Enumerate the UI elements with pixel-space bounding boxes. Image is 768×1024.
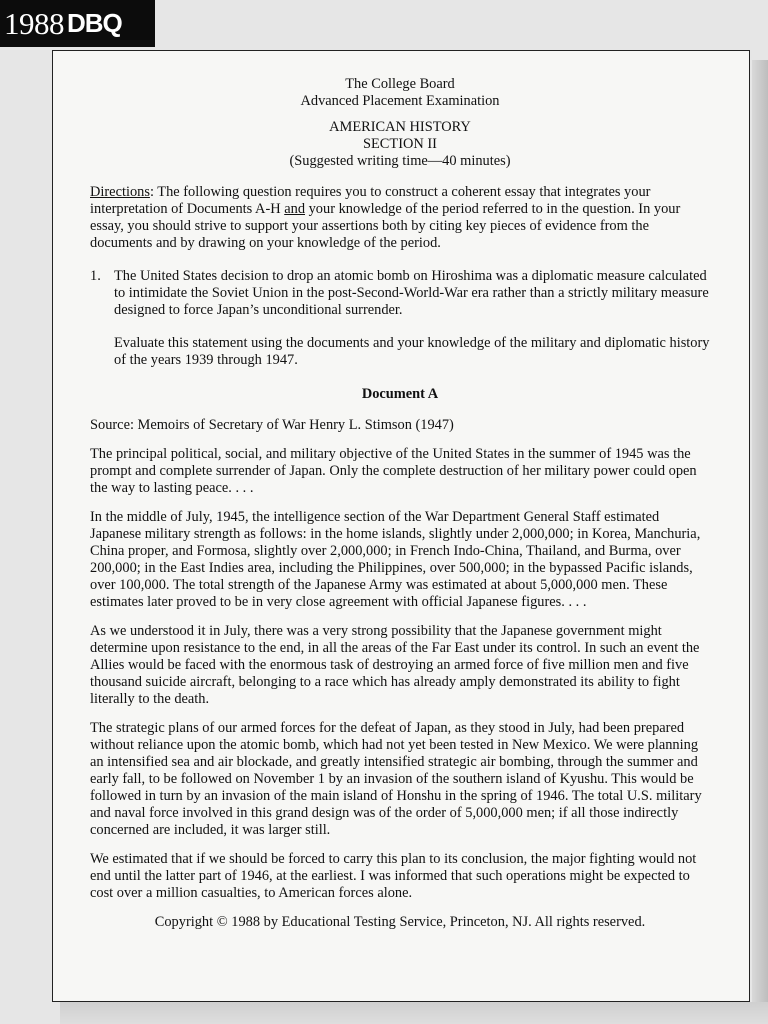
document-source: Source: Memoirs of Secretary of War Henry L. Stimson (1947): [90, 417, 454, 433]
exam-header: [90, 76, 710, 170]
header-exam: Advanced Placement Examination: [300, 93, 500, 109]
header-section: SECTION II: [363, 136, 437, 152]
question-number: 1.: [90, 268, 101, 284]
document-paragraph: The strategic plans of our armed forces for the defeat of Japan, as they stood in July, had been prepared without reliance upon the atomic bomb, which had not yet been tested in New Mexico. We were planning an intensified sea and air blockade, and greatly intensified strategic air bombing, through the summer and early fall, to be followed on November 1 by an invasion of the southern island of Kyushu. This would be followed in turn by an invasion of the main island of Honshu in the spring of 1946. The total U.S. military and naval force involved in this grand design was of the order of 5,000,000 men; if all those indirectly concerned are included, it was larger still.: [90, 720, 702, 838]
question-text: The United States decision to drop an atomic bomb on Hiroshima was a diplomatic measure calculated to intimidate the Soviet Union in the post-Second-World-War era rather than a strictly military measure designed to force Japan’s unconditional surrender.: [114, 268, 709, 318]
page-content: [90, 76, 710, 931]
badge-label: DBQ: [67, 8, 122, 38]
directions-label: Directions: [90, 184, 150, 200]
header-subject: AMERICAN HISTORY: [329, 119, 471, 135]
page-shadow: [752, 60, 768, 1010]
document-paragraph: As we understood it in July, there was a very strong possibility that the Japanese government might determine upon resistance to the end, in all the areas of the Far East under its control. In such an event the Allies would be faced with the enormous task of destroying an armed force of five million men and five thousand suicide aircraft, belonging to a race which has already amply demonstrated its ability to fight literally to the death.: [90, 623, 700, 707]
document-paragraph: We estimated that if we should be forced to carry this plan to its conclusion, the major fighting would not end until the latter part of 1946, at the earliest. I was informed that such operations might be expected to cost over a million casualties, to American forces alone.: [90, 851, 697, 901]
directions: [90, 184, 710, 252]
directions-and: and: [284, 201, 306, 217]
dbq-badge: [0, 0, 155, 47]
page-bottom-edge: [60, 1002, 768, 1024]
question: [90, 268, 710, 319]
document-title: Document A: [361, 386, 439, 402]
document-paragraph: In the middle of July, 1945, the intelligence section of the War Department General Staff estimated Japanese military strength as follows: in the home islands, slightly under 2,000,000; in Korea, Manchuria, China proper, and Formosa, slightly over 2,000,000; in French Indo-China, Thailand, and Burma, over 200,000; in the East Indies area, including the Philippines, over 500,000; in the bypassed Pacific islands, over 100,000. The total strength of the Japanese Army was estimated at about 5,000,000 men. These estimates later proved to be in very close agreement with official Japanese figures. . . .: [90, 509, 701, 610]
document-paragraph: The principal political, social, and military objective of the United States in the summer of 1945 was the prompt and complete surrender of Japan. Only the complete destruction of her military power could open the way to lasting peace. . . .: [90, 446, 697, 496]
badge-year: 1988: [4, 5, 64, 41]
copyright-notice: Copyright © 1988 by Educational Testing Service, Princeton, NJ. All rights reserved.: [154, 914, 646, 930]
header-time: (Suggested writing time—40 minutes): [289, 153, 511, 169]
header-org: The College Board: [345, 76, 455, 92]
question-evaluate: Evaluate this statement using the documents and your knowledge of the military and diplomatic history of the years 1939 through 1947.: [114, 335, 710, 368]
exam-page: [52, 50, 750, 1002]
directions-text-a: : The following question requires you to construct a coherent essay that integrates your interpretation of Documents A-H: [90, 184, 651, 217]
directions-text-b: your knowledge of the period referred to in the question. In your essay, you should strive to support your assertions both by citing key pieces of evidence from the documents and by drawing on your knowledge of the period.: [90, 201, 681, 251]
